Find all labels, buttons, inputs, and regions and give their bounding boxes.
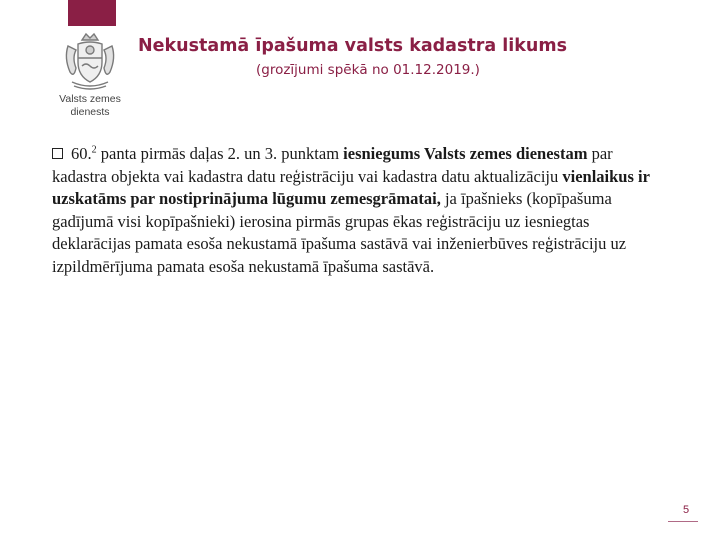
checkbox-bullet-icon	[52, 148, 63, 159]
coat-of-arms-icon	[62, 32, 118, 92]
text-bold1: iesniegums Valsts zemes dienestam	[343, 144, 588, 163]
page-number: 5	[682, 504, 690, 516]
page-number-underline	[668, 521, 698, 522]
logo	[50, 32, 130, 124]
text-bold2: vienlaikus ir uzskatāms par nostiprinājuma lūgumu zemesgrāmatai,	[52, 166, 650, 208]
text-part1: 60.	[71, 144, 92, 163]
page-title: Nekustamā īpašuma valsts kadastra likums	[138, 36, 568, 56]
logo-line2: dienests	[70, 106, 110, 118]
top-accent-bar	[68, 0, 116, 26]
logo-line1: Valsts zemes	[59, 93, 121, 105]
text-part4: ja īpašnieks (kopīpašuma gadījumā visi kopīpašnieki) ierosina pirmās grupas ēkas reģistrāciju uz iesniegtas deklarācijas pamata esoša nekustamā īpašuma sastāvā vai inženierbūves reģistrāciju uz izpildmērījuma pamata esoša nekustamā īpašuma sastāvā.	[52, 189, 627, 276]
page-subtitle: (grozījumi spēkā no 01.12.2019.)	[256, 62, 480, 78]
text-sup: 2	[91, 144, 97, 156]
body-paragraph	[52, 143, 664, 278]
text-part2: panta pirmās daļas 2. un 3. punktam	[96, 144, 344, 163]
text-part3: par kadastra objekta vai kadastra datu reģistrāciju vai kadastra datu aktualizāciju	[52, 144, 613, 186]
